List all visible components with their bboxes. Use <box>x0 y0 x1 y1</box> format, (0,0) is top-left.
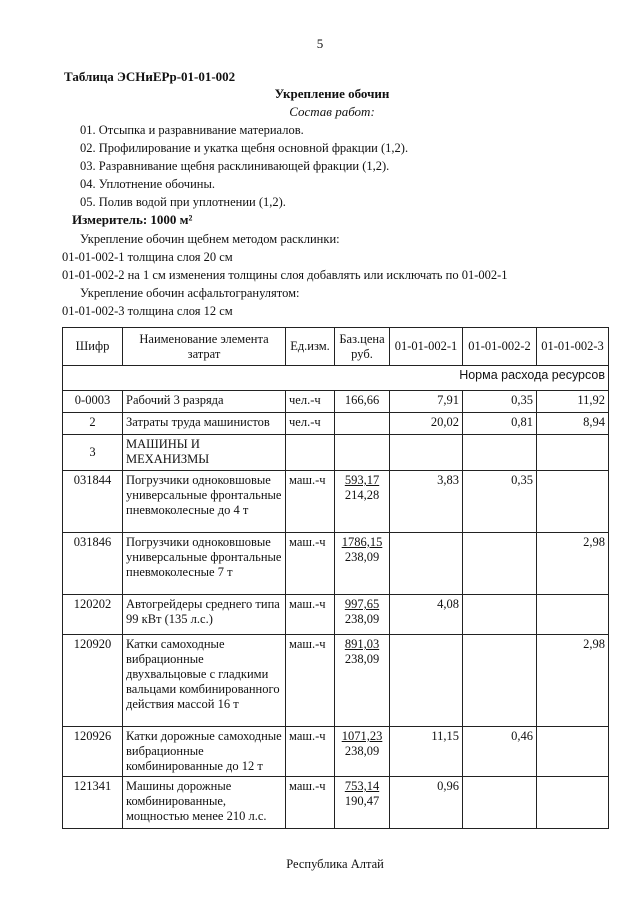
cell-price <box>335 595 390 635</box>
cell-value-3 <box>537 471 609 533</box>
cell-value-1: 20,02 <box>390 413 463 435</box>
cell-unit: маш.-ч <box>286 595 335 635</box>
price-wage: 190,47 <box>344 794 380 808</box>
table-row <box>63 391 609 413</box>
cell-value-1: 0,96 <box>390 777 463 829</box>
work-item: 02. Профилирование и укатка щебня основной фракции (1,2). <box>80 141 409 155</box>
cell-code: 3 <box>63 435 123 471</box>
cell-value-1 <box>390 435 463 471</box>
cell-code: 120920 <box>63 635 123 727</box>
cell-price <box>335 391 390 413</box>
cell-value-2: 0,81 <box>463 413 537 435</box>
cell-code: 121341 <box>63 777 123 829</box>
cell-value-3 <box>537 727 609 777</box>
price-total: 1071,23 <box>341 729 383 743</box>
header-col-3: 01-01-002-3 <box>537 328 609 366</box>
price-wage: 238,09 <box>344 612 380 626</box>
cell-value-3 <box>537 595 609 635</box>
work-item: 04. Уплотнение обочины. <box>80 177 215 191</box>
measure-unit: Измеритель: 1000 м² <box>72 212 193 227</box>
cell-code: 2 <box>63 413 123 435</box>
cell-unit: маш.-ч <box>286 471 335 533</box>
table-header-row <box>63 328 609 366</box>
cell-unit <box>286 435 335 471</box>
cell-price <box>335 471 390 533</box>
cell-value-2 <box>463 777 537 829</box>
cell-price <box>335 727 390 777</box>
cell-code: 031844 <box>63 471 123 533</box>
price-total: 1786,15 <box>341 535 383 549</box>
price-total: 997,65 <box>344 597 380 611</box>
page-number: 5 <box>316 36 324 51</box>
cell-value-2: 0,46 <box>463 727 537 777</box>
cell-code: 0-0003 <box>63 391 123 413</box>
cell-name: Затраты труда машинистов <box>123 413 286 435</box>
cell-value-1: 11,15 <box>390 727 463 777</box>
cell-unit: маш.-ч <box>286 533 335 595</box>
method-crushed-stone: Укрепление обочин щебнем методом расклинки: <box>80 232 340 246</box>
cell-name: МАШИНЫ И МЕХАНИЗМЫ <box>123 435 286 471</box>
cell-value-3 <box>537 777 609 829</box>
item-01-01-002-3: 01-01-002-3 толщина слоя 12 см <box>62 304 233 318</box>
norm-label: Норма расхода ресурсов <box>63 366 609 391</box>
cell-price <box>335 413 390 435</box>
resource-norms-table <box>62 327 609 829</box>
cell-value-1: 4,08 <box>390 595 463 635</box>
cell-value-3: 2,98 <box>537 635 609 727</box>
cell-name: Рабочий 3 разряда <box>123 391 286 413</box>
cell-name: Машины дорожные комбинированные, мощностью менее 210 л.с. <box>123 777 286 829</box>
norm-label-row <box>63 366 609 391</box>
cell-price <box>335 435 390 471</box>
table-row <box>63 635 609 727</box>
cell-value-2 <box>463 435 537 471</box>
cell-value-2 <box>463 635 537 727</box>
cell-name: Катки самоходные вибрационные двухвальцовые с гладкими вальцами комбинированного действия массой 16 т <box>123 635 286 727</box>
header-name: Наименование элемента затрат <box>123 328 286 366</box>
cell-unit: маш.-ч <box>286 777 335 829</box>
table-row <box>63 595 609 635</box>
work-item: 03. Разравнивание щебня расклинивающей фракции (1,2). <box>80 159 390 173</box>
cell-price <box>335 635 390 727</box>
section-title: Укрепление обочин <box>274 86 390 101</box>
header-price: Баз.цена руб. <box>335 328 390 366</box>
header-col-2: 01-01-002-2 <box>463 328 537 366</box>
cell-name: Погрузчики одноковшовые универсальные фронтальные пневмоколесные 7 т <box>123 533 286 595</box>
work-composition-subtitle: Состав работ: <box>289 104 375 119</box>
cell-value-2: 0,35 <box>463 391 537 413</box>
table-row <box>63 413 609 435</box>
item-01-01-002-2: 01-01-002-2 на 1 см изменения толщины слоя добавлять или исключать по 01-002-1 <box>62 268 508 282</box>
cell-unit: чел.-ч <box>286 413 335 435</box>
price-wage: 214,28 <box>344 488 380 502</box>
price-wage: 238,09 <box>344 550 380 564</box>
cell-value-1 <box>390 533 463 595</box>
table-row <box>63 533 609 595</box>
cell-unit: чел.-ч <box>286 391 335 413</box>
price-total: 166,66 <box>344 393 380 407</box>
cell-price <box>335 533 390 595</box>
cell-value-2 <box>463 595 537 635</box>
work-item: 05. Полив водой при уплотнении (1,2). <box>80 195 286 209</box>
cell-value-1: 7,91 <box>390 391 463 413</box>
cell-value-2: 0,35 <box>463 471 537 533</box>
cell-value-1 <box>390 635 463 727</box>
cell-value-3 <box>537 435 609 471</box>
cell-value-1: 3,83 <box>390 471 463 533</box>
table-row <box>63 727 609 777</box>
price-total: 891,03 <box>344 637 380 651</box>
cell-code: 120926 <box>63 727 123 777</box>
price-wage: 238,09 <box>344 652 380 666</box>
cell-value-2 <box>463 533 537 595</box>
cell-name: Катки дорожные самоходные вибрационные комбинированные до 12 т <box>123 727 286 777</box>
cell-name: Автогрейдеры среднего типа 99 кВт (135 л.с.) <box>123 595 286 635</box>
cell-unit: маш.-ч <box>286 635 335 727</box>
cell-price <box>335 777 390 829</box>
item-01-01-002-1: 01-01-002-1 толщина слоя 20 см <box>62 250 233 264</box>
header-unit: Ед.изм. <box>286 328 335 366</box>
header-col-1: 01-01-002-1 <box>390 328 463 366</box>
table-title: Таблица ЭСНиЕРр-01-01-002 <box>64 69 236 84</box>
method-asphalt-granulate: Укрепление обочин асфальтогранулятом: <box>80 286 300 300</box>
table-row <box>63 471 609 533</box>
header-code: Шифр <box>63 328 123 366</box>
price-wage: 238,09 <box>344 744 380 758</box>
price-total: 753,14 <box>344 779 380 793</box>
cell-name: Погрузчики одноковшовые универсальные фронтальные пневмоколесные до 4 т <box>123 471 286 533</box>
cell-value-3: 2,98 <box>537 533 609 595</box>
table-row <box>63 435 609 471</box>
table-row <box>63 777 609 829</box>
cell-unit: маш.-ч <box>286 727 335 777</box>
cell-value-3: 8,94 <box>537 413 609 435</box>
cell-code: 120202 <box>63 595 123 635</box>
price-total: 593,17 <box>344 473 380 487</box>
work-item: 01. Отсыпка и разравнивание материалов. <box>80 123 304 137</box>
footer-region: Республика Алтай <box>286 857 384 871</box>
cell-value-3: 11,92 <box>537 391 609 413</box>
cell-code: 031846 <box>63 533 123 595</box>
